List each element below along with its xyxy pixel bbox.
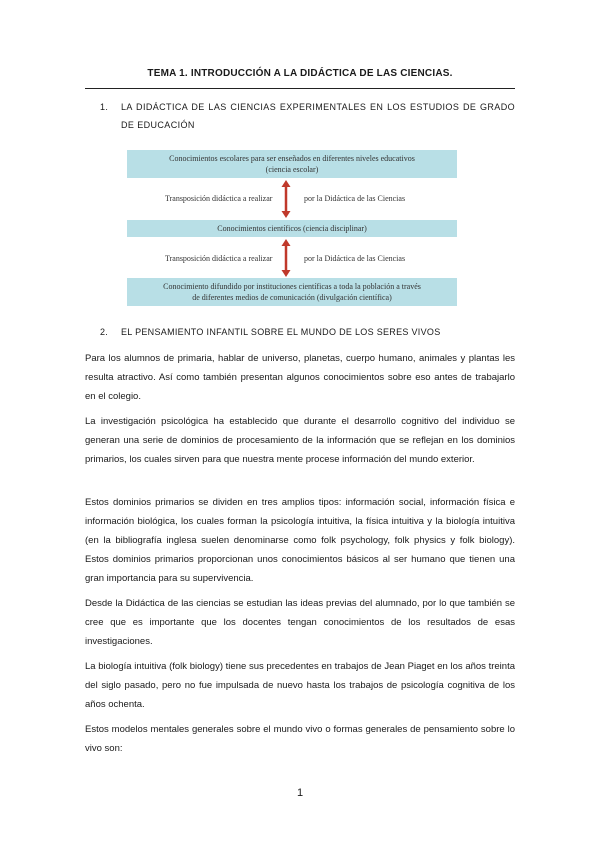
diagram-box-school-science — [127, 150, 457, 178]
transposition-2-right-label: por la Didáctica de las Ciencias — [304, 254, 406, 263]
transposition-1-left-label: Transposición didáctica a realizar — [165, 194, 273, 203]
section-1-text: LA DIDÁCTICA DE LAS CIENCIAS EXPERIMENTALES EN LOS ESTUDIOS DE GRADO DE EDUCACIÓN — [121, 102, 515, 130]
document-title: TEMA 1. INTRODUCCIÓN A LA DIDÁCTICA DE LAS CIENCIAS. — [147, 68, 453, 79]
paragraph: La investigación psicológica ha establecido que durante el desarrollo cognitivo del individuo se generan una serie de dominios de procesamiento de la información que se reflejan en los dominios primarios, los cuales sirven para que nuestra mente procese información del mundo exterior. — [85, 416, 515, 465]
transposition-2-left-label: Transposición didáctica a realizar — [165, 254, 273, 263]
paragraph: Estos dominios primarios se dividen en tres amplios tipos: información social, información física e información biológica, los cuales forman la psicología intuitiva, la física intuitiva y la biología intuitiva (en la bibliografía inglesa suelen denominarse como folk psychology, folk physics y folk biology). Estos dominios primarios proporcionan unos conocimientos básicos al ser humano que tienen una gran importancia para su supervivencia. — [85, 497, 515, 584]
diagram-box-disciplinary-science: Conocimientos científicos (ciencia disciplinar) — [127, 220, 457, 237]
paragraph: Estos modelos mentales generales sobre el mundo vivo o formas generales de pensamiento sobre lo vivo son: — [85, 724, 515, 754]
diagram-box-scientific-dissemination — [127, 278, 457, 306]
box1-line1: Conocimientos escolares para ser enseñados en diferentes niveles educativos — [169, 154, 415, 163]
double-arrow-icon — [281, 239, 291, 277]
section-2-number: 2. — [100, 327, 109, 337]
page-number: 1 — [296, 787, 304, 799]
section-2-heading — [100, 327, 515, 337]
title-rule — [85, 88, 515, 89]
box3-line2: de diferentes medios de comunicación (divulgación científica) — [192, 293, 392, 302]
section-1-number: 1. — [100, 102, 109, 112]
box1-line2: (ciencia escolar) — [265, 165, 319, 174]
section-2-text: EL PENSAMIENTO INFANTIL SOBRE EL MUNDO DE LOS SERES VIVOS — [121, 327, 441, 337]
paragraph: La biología intuitiva (folk biology) tiene sus precedentes en trabajos de Jean Piaget en los años treinta del siglo pasado, pero no fue impulsada de nuevo hasta los trabajos de psicología cognitiva de los años ochenta. — [85, 661, 515, 710]
double-arrow-icon — [281, 180, 291, 218]
paragraph: Desde la Didáctica de las ciencias se estudian las ideas previas del alumnado, por lo que también se cree que es importante que los docentes tengan conocimientos de los resultados de esas investigaciones. — [85, 598, 515, 647]
transposition-1-right-label: por la Didáctica de las Ciencias — [304, 194, 406, 203]
paragraph: Para los alumnos de primaria, hablar de universo, planetas, cuerpo humano, animales y plantas les resulta atractivo. Así como también presentan algunos conocimientos sobre eso antes de trabajarlo en el colegio. — [85, 353, 515, 402]
box3-line1: Conocimiento difundido por instituciones científicas a toda la población a través — [163, 282, 421, 291]
transposition-diagram — [127, 150, 457, 306]
section-1-heading — [100, 98, 515, 134]
